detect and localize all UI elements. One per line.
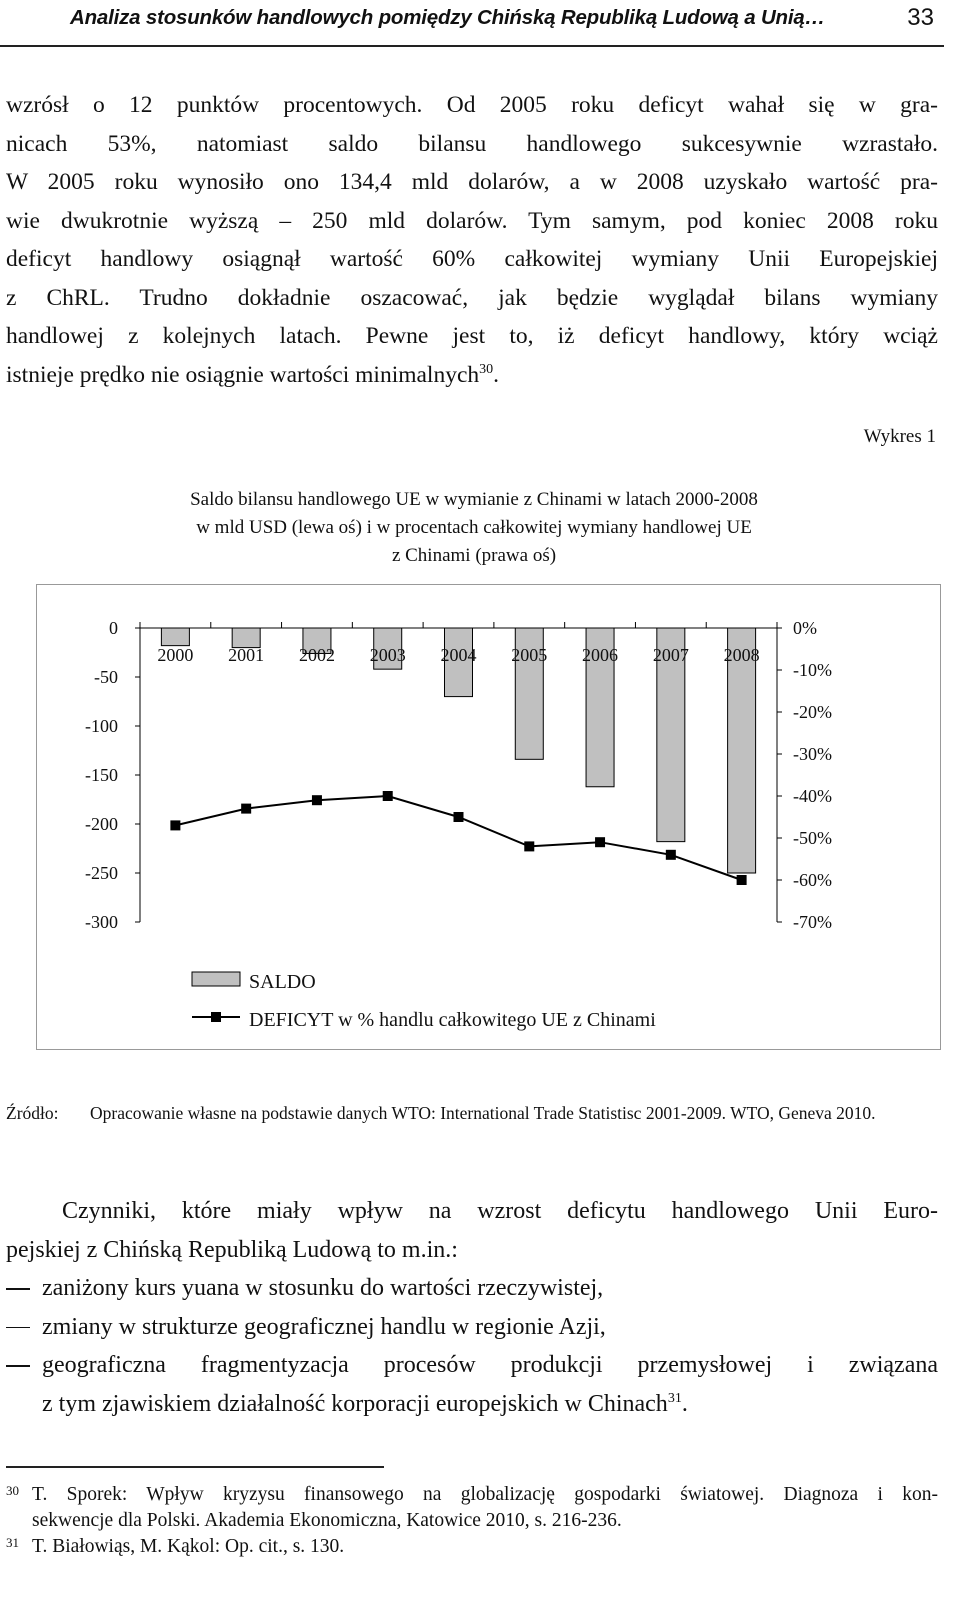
list-item-end: . — [681, 1390, 688, 1417]
paragraph-line: handlowej z kolejnych latach. Pewne jest to, iż deficyt handlowy, który wciąż — [6, 323, 938, 349]
paragraph-line: W 2005 roku wynosiło ono 134,4 mld dolarów, a w 2008 uzyskało wartość pra- — [6, 169, 938, 195]
paragraph-line: wie dwukrotnie wyższą – 250 mld dolarów. Tym samym, pod koniec 2008 roku — [6, 207, 938, 234]
paragraph-line: nicach 53%, natomiast saldo bilansu handlowego sukcesywnie wzrastało. — [6, 130, 938, 157]
factors-intro-line: pejskiej z Chińską Republiką Ludową to m.in.: — [6, 1236, 458, 1263]
paragraph-line: deficyt handlowy osiągnął wartość 60% całkowitej wymiany Unii Europejskiej — [6, 246, 938, 272]
right-tick-label: -30% — [793, 744, 832, 764]
right-tick-label: -20% — [793, 702, 832, 722]
category-label: 2001 — [228, 645, 265, 665]
line-point-2006 — [595, 837, 605, 847]
list-item — [6, 1308, 938, 1347]
legend-swatch-marker — [211, 1012, 221, 1022]
page-number: 33 — [907, 4, 934, 31]
dash-bullet — [6, 1288, 30, 1290]
running-title: Analiza stosunków handlowych pomiędzy Chińską Republiką Ludową a Unią… — [70, 6, 825, 29]
line-point-2000 — [170, 820, 180, 830]
footnote-text: sekwencje dla Polski. Akademia Ekonomiczna, Katowice 2010, s. 216-236. — [32, 1510, 622, 1531]
category-label: 2006 — [582, 645, 619, 665]
footnote-text: T. Sporek: Wpływ kryzysu finansowego na globalizację gospodarki światowej. Diagnoza i kon- — [32, 1484, 938, 1505]
line-point-2003 — [383, 791, 393, 801]
category-label: 2000 — [157, 645, 194, 665]
right-tick-label: -40% — [793, 786, 832, 806]
category-label: 2004 — [440, 645, 477, 665]
footnote-text: T. Białowiąs, M. Kąkol: Op. cit., s. 130. — [32, 1536, 345, 1557]
source-text: Opracowanie własne na podstawie danych WTO: International Trade Statistisc 2001-2009. WTO, Geneva 2010. — [90, 1103, 876, 1123]
legend-swatch-saldo — [192, 972, 240, 986]
footnote-31 — [6, 1534, 938, 1560]
paragraph-line: wzrósł o 12 punktów procentowych. Od 2005 roku deficyt wahał się w gra- — [6, 92, 938, 118]
chart-title — [100, 486, 848, 570]
factors-list — [6, 1269, 938, 1423]
chart — [36, 584, 941, 1050]
category-label: 2003 — [369, 645, 406, 665]
footnote-ref-30[interactable]: 30 — [479, 361, 494, 377]
left-tick-label: -100 — [85, 716, 118, 736]
right-tick-label: 0% — [793, 618, 817, 638]
legend-label-deficyt: DEFICYT w % handlu całkowitego UE z Chinami — [249, 1009, 656, 1031]
paragraph-end: . — [493, 361, 500, 388]
list-item-text: zaniżony kurs yuana w stosunku do wartości rzeczywistej, — [42, 1275, 604, 1301]
left-tick-label: -200 — [85, 814, 118, 834]
footnote-number: 31 — [6, 1535, 19, 1550]
left-tick-label: -300 — [85, 912, 118, 932]
left-tick-label: -50 — [94, 667, 118, 687]
paragraph-line: z ChRL. Trudno dokładnie oszacować, jak będzie wyglądał bilans wymiany — [6, 284, 938, 311]
chart-title-line: w mld USD (lewa oś) i w procentach całkowitej wymiany handlowej UE — [196, 517, 752, 538]
right-tick-label: -70% — [793, 912, 832, 932]
list-item-text: z tym zjawiskiem działalność korporacji europejskich w Chinach — [42, 1390, 668, 1417]
list-item-text-last — [42, 1385, 938, 1424]
line-point-2004 — [454, 812, 464, 822]
paragraph-line-text: istnieje prędko nie osiągnie wartości minimalnych — [6, 361, 480, 388]
chart-title-line: Saldo bilansu handlowego UE w wymianie z Chinami w latach 2000-2008 — [190, 489, 758, 510]
list-item-text: zmiany w strukturze geograficznej handlu w regionie Azji, — [42, 1313, 606, 1340]
list-item — [6, 1269, 938, 1308]
dash-bullet — [6, 1327, 30, 1329]
left-tick-label: 0 — [109, 618, 118, 638]
line-point-2002 — [312, 795, 322, 805]
header-rule — [0, 45, 944, 47]
paragraph-line-last — [6, 356, 938, 395]
line-point-2007 — [666, 850, 676, 860]
source-label: Źródło: — [6, 1103, 59, 1123]
category-label: 2005 — [511, 645, 548, 665]
category-label: 2002 — [298, 645, 335, 665]
line-point-2005 — [524, 841, 534, 851]
bar-saldo-2000 — [161, 628, 189, 646]
right-tick-label: -50% — [793, 828, 832, 848]
chart-title-line: z Chinami (prawa oś) — [391, 545, 557, 566]
list-item — [6, 1346, 938, 1423]
category-label: 2007 — [652, 645, 689, 665]
list-item-text: geograficzna fragmentyzacja procesów produkcji przemysłowej i związana — [42, 1352, 938, 1378]
right-tick-label: -60% — [793, 870, 832, 890]
dash-bullet — [6, 1365, 30, 1367]
body-paragraph — [6, 86, 938, 394]
category-label: 2008 — [723, 645, 760, 665]
left-tick-label: -250 — [85, 863, 118, 883]
factors-section — [6, 1192, 938, 1423]
factors-intro — [6, 1192, 938, 1269]
figure-label: Wykres 1 — [863, 426, 936, 447]
footnote-number: 30 — [6, 1483, 19, 1498]
footnote-ref-31[interactable]: 31 — [667, 1390, 682, 1406]
footnote-rule — [6, 1466, 384, 1468]
right-tick-label: -10% — [793, 660, 832, 680]
line-point-2008 — [737, 875, 747, 885]
running-header — [0, 0, 960, 48]
line-point-2001 — [241, 804, 251, 814]
left-tick-label: -150 — [85, 765, 118, 785]
factors-intro-line: Czynniki, które miały wpływ na wzrost deficytu handlowego Unii Euro- — [62, 1198, 938, 1224]
footnote-30 — [6, 1482, 938, 1534]
footnotes — [6, 1482, 938, 1560]
legend-label-saldo: SALDO — [249, 971, 316, 993]
